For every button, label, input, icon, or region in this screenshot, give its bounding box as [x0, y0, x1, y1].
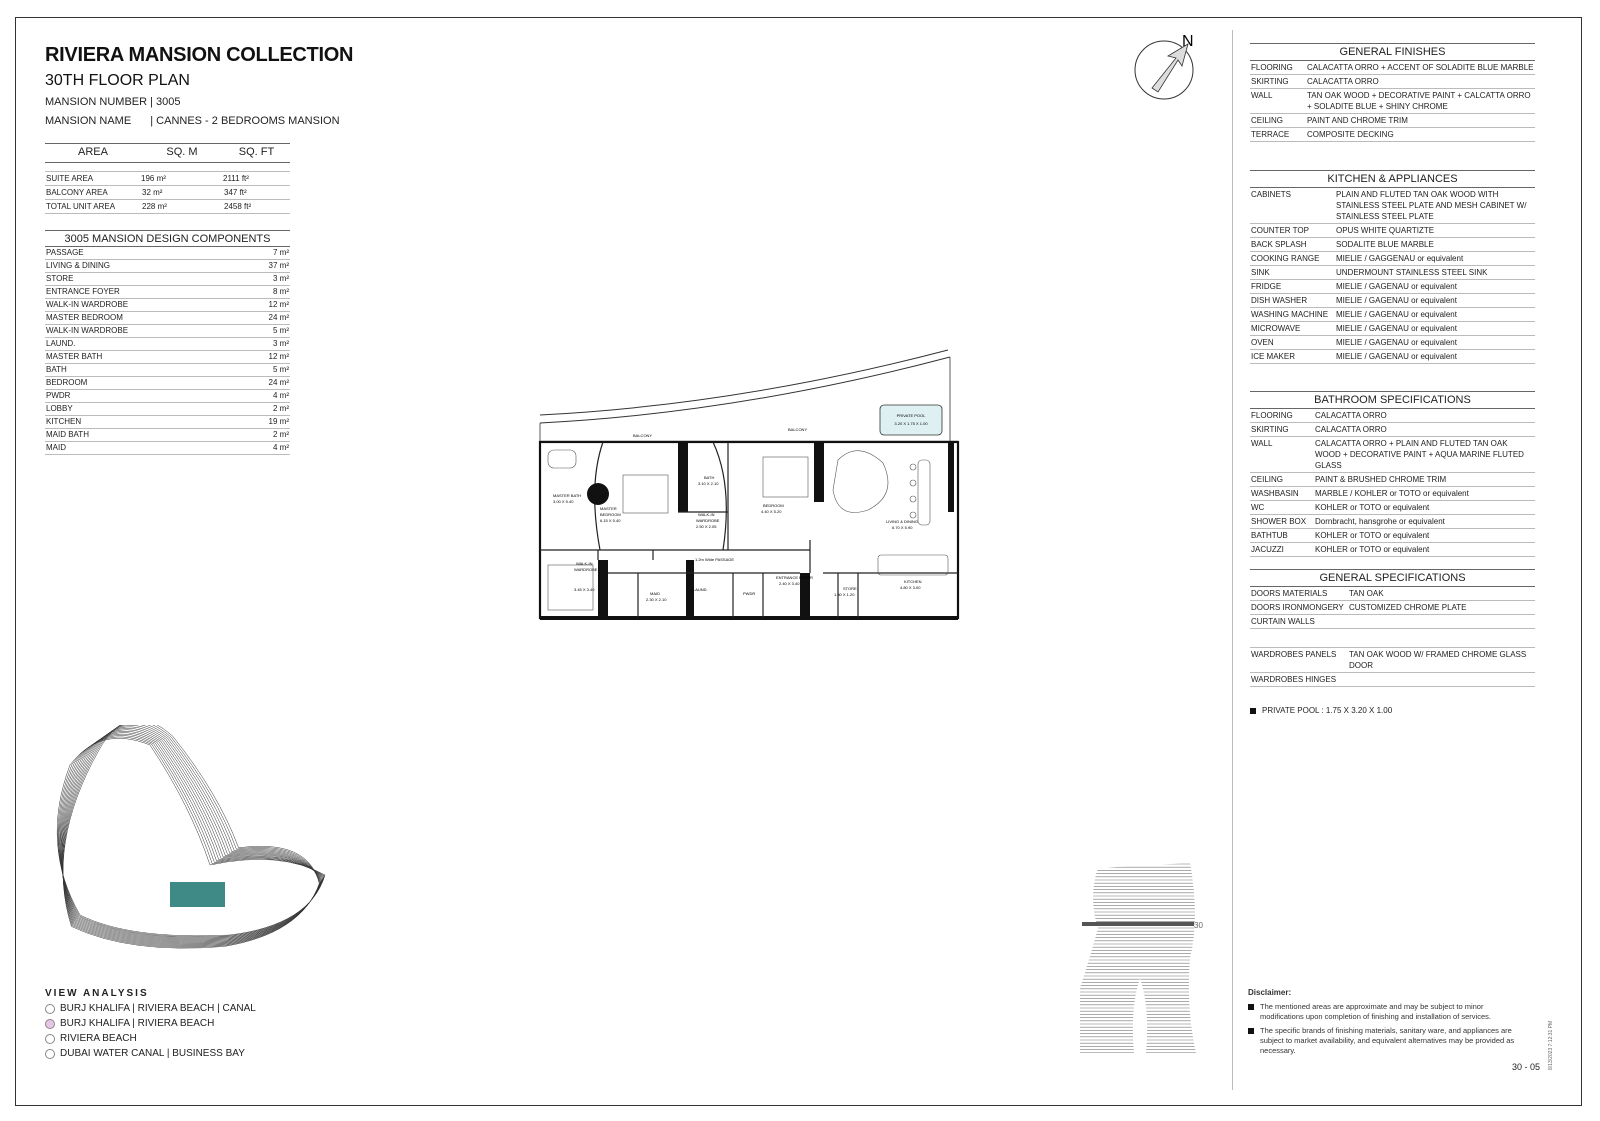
jacuzzi	[587, 483, 609, 505]
area-sqft: 2111 ft²	[223, 172, 290, 186]
section-title: GENERAL SPECIFICATIONS	[1250, 569, 1535, 587]
balcony-label: BALCONY	[788, 427, 808, 432]
component-value: 19 m²	[268, 417, 289, 426]
spec-key: WALL	[1251, 439, 1273, 448]
spec-value: MIELIE / GAGENAU or equivalent	[1336, 324, 1457, 333]
spec-key: MICROWAVE	[1251, 324, 1301, 333]
spec-key: CABINETS	[1251, 190, 1292, 199]
pool-note-text: PRIVATE POOL : 1.75 X 3.20 X 1.00	[1262, 706, 1393, 715]
component-row	[45, 351, 290, 364]
component-value: 5 m²	[273, 365, 289, 374]
site-contour	[60, 731, 322, 940]
mansion-name	[45, 115, 340, 127]
spec-key: ICE MAKER	[1251, 352, 1296, 361]
private-pool	[880, 405, 942, 435]
mansion-name-value: | CANNES - 2 BEDROOMS MANSION	[150, 115, 340, 127]
legend-dot	[45, 1034, 55, 1044]
spec-value: CALACATTA ORRO	[1307, 77, 1379, 86]
spec-row	[1250, 409, 1535, 423]
view-option	[45, 1048, 245, 1059]
room-dim: 6.70 X 5.90	[892, 525, 913, 530]
spec-value: CALACATTA ORRO	[1315, 411, 1387, 420]
spec-key: WARDROBES PANELS	[1251, 650, 1337, 659]
north-label: N	[1182, 33, 1194, 50]
view-label: DUBAI WATER CANAL | BUSINESS BAY	[60, 1048, 245, 1059]
room-label: BATH	[704, 475, 715, 480]
spec-row	[1250, 473, 1535, 487]
components-title: 3005 MANSION DESIGN COMPONENTS	[45, 230, 290, 245]
bullet-icon	[1250, 708, 1256, 714]
component-label: KITCHEN	[46, 417, 82, 426]
component-label: MASTER BEDROOM	[46, 313, 123, 322]
kitchen-section	[1250, 170, 1535, 364]
table-row	[45, 172, 290, 186]
area-table	[45, 143, 290, 214]
component-value: 3 m²	[273, 339, 289, 348]
spec-value	[1349, 674, 1534, 685]
components-list	[45, 246, 290, 455]
spec-row	[1250, 648, 1535, 673]
room-label: MASTER BATH	[553, 493, 582, 498]
bullet-icon	[1248, 1028, 1254, 1034]
spec-key: FRIDGE	[1251, 282, 1282, 291]
spec-value: MIELIE / GAGENAU or equivalent	[1336, 338, 1457, 347]
spec-value: KOHLER or TOTO or equivalent	[1315, 531, 1430, 540]
component-label: PWDR	[46, 391, 71, 400]
room-label: WALK-IN	[576, 561, 593, 566]
view-analysis-title: VIEW ANALYSIS	[45, 988, 149, 999]
component-value: 12 m²	[268, 352, 289, 361]
component-label: MAID BATH	[46, 430, 89, 439]
spec-key: WASHBASIN	[1251, 489, 1299, 498]
spec-value: MARBLE / KOHLER or TOTO or equivalent	[1315, 489, 1469, 498]
component-row	[45, 260, 290, 273]
spec-row	[1250, 224, 1535, 238]
component-row	[45, 273, 290, 286]
component-label: WALK-IN WARDROBE	[46, 300, 129, 309]
site-contour	[60, 733, 323, 940]
spec-key: SHOWER BOX	[1251, 517, 1307, 526]
spec-row	[1250, 280, 1535, 294]
spec-key: CEILING	[1251, 116, 1284, 125]
spec-key: BACK SPLASH	[1251, 240, 1307, 249]
spec-key: SKIRTING	[1251, 77, 1289, 86]
component-label: LIVING & DINING	[46, 261, 111, 270]
component-label: STORE	[46, 274, 74, 283]
spec-key: CURTAIN WALLS	[1251, 617, 1315, 626]
pool-note	[1250, 706, 1392, 715]
room-dim: 1.80 X 1.20	[834, 592, 855, 597]
spec-value: KOHLER or TOTO or equivalent	[1315, 545, 1430, 554]
component-value: 37 m²	[268, 261, 289, 270]
site-contour	[63, 725, 319, 948]
spec-key: DOORS MATERIALS	[1251, 589, 1328, 598]
spec-key: COUNTER TOP	[1251, 226, 1309, 235]
view-label: BURJ KHALIFA | RIVIERA BEACH	[60, 1018, 215, 1029]
room-label: BEDROOM	[763, 503, 784, 508]
spec-key: JACUZZI	[1251, 545, 1284, 554]
spec-value: MIELIE / GAGGENAU or equivalent	[1336, 254, 1464, 263]
area-label: TOTAL UNIT AREA	[45, 200, 141, 214]
spec-row	[1250, 75, 1535, 89]
unit-highlight	[170, 882, 225, 907]
component-row	[45, 442, 290, 455]
room-dim: 3.10 X 2.10	[698, 481, 719, 486]
spec-key: FLOORING	[1251, 63, 1293, 72]
room-label: WALK-IN	[698, 512, 715, 517]
spec-value: TAN OAK	[1349, 589, 1384, 598]
component-value: 5 m²	[273, 326, 289, 335]
spec-row	[1250, 515, 1535, 529]
room-dim: 2.50 X 2.05	[696, 524, 717, 529]
spec-value: TAN OAK WOOD W/ FRAMED CHROME GLASS DOOR	[1349, 650, 1527, 670]
component-label: WALK-IN WARDROBE	[46, 326, 129, 335]
view-option	[45, 1003, 256, 1014]
spec-row	[1250, 529, 1535, 543]
spec-value: COMPOSITE DECKING	[1307, 130, 1394, 139]
pool-label: PRIVATE POOL	[896, 413, 926, 418]
disclaimer-text: The specific brands of finishing materials, sanitary ware, and appliances are subject to market availability, and equivalent alternatives may be provided as necessary.	[1260, 1026, 1515, 1055]
site-contour	[63, 725, 320, 946]
site-contour	[62, 725, 321, 944]
spec-row	[1250, 587, 1535, 601]
project-title: RIVIERA MANSION COLLECTION	[45, 44, 354, 66]
room-label: LAUND.	[693, 587, 708, 592]
component-row	[45, 325, 290, 338]
component-value: 4 m²	[273, 443, 289, 452]
disclaimer-title: Disclaimer:	[1248, 988, 1292, 997]
spec-row	[1250, 423, 1535, 437]
component-row	[45, 338, 290, 351]
floor-plan	[538, 345, 963, 625]
spec-key: CEILING	[1251, 475, 1284, 484]
page-number: 30 - 05	[1512, 1062, 1541, 1072]
disclaimer-text: The mentioned areas are approximate and may be subject to minor modifications upon completion of finishing and installation of services.	[1260, 1002, 1491, 1021]
spec-row	[1250, 635, 1535, 648]
north-arrow-icon	[1132, 30, 1202, 102]
spec-row	[1250, 350, 1535, 364]
spec-row	[1250, 543, 1535, 557]
component-value: 4 m²	[273, 391, 289, 400]
spec-key	[1251, 636, 1349, 646]
area-sqm: 196 m²	[141, 172, 223, 186]
room-label: KITCHEN	[904, 579, 922, 584]
spec-row	[1250, 294, 1535, 308]
spec-row	[1250, 238, 1535, 252]
room-dim: 2.30 X 2.10	[646, 597, 667, 602]
component-label: LOBBY	[46, 404, 73, 413]
spec-key: FLOORING	[1251, 411, 1293, 420]
area-sqm: 228 m²	[141, 200, 223, 214]
area-sqft: 2458 ft²	[223, 200, 290, 214]
spec-value	[1349, 636, 1534, 646]
mansion-name-label: MANSION NAME	[45, 115, 132, 127]
component-value: 8 m²	[273, 287, 289, 296]
room-dim: 3.45 X 3.40	[574, 587, 595, 592]
room-dim: 6.15 X 5.40	[600, 518, 621, 523]
component-label: LAUND.	[46, 339, 76, 348]
spec-key: DISH WASHER	[1251, 296, 1308, 305]
component-value: 2 m²	[273, 430, 289, 439]
bullet-icon	[1248, 1004, 1254, 1010]
table-row	[45, 186, 290, 200]
component-row	[45, 312, 290, 325]
spec-value: TAN OAK WOOD + DECORATIVE PAINT + CALCATTA ORRO + SOLADITE BLUE + SHINY CHROME	[1307, 91, 1531, 111]
floor-marker: 30	[1194, 921, 1203, 930]
room-dim: 4.80 X 3.00	[900, 585, 921, 590]
spec-row	[1250, 437, 1535, 473]
component-value: 3 m²	[273, 274, 289, 283]
spec-row	[1250, 673, 1535, 687]
spec-row	[1250, 128, 1535, 142]
component-label: ENTRANCE FOYER	[46, 287, 120, 296]
legend-dot	[45, 1004, 55, 1014]
spec-value: CALACATTA ORRO + PLAIN AND FLUTED TAN OAK WOOD + DECORATIVE PAINT + AQUA MARINE FLUTED GLASS	[1315, 439, 1524, 470]
sqft-header: SQ. FT	[223, 144, 290, 163]
component-value: 24 m²	[268, 313, 289, 322]
section-title: KITCHEN & APPLIANCES	[1250, 170, 1535, 188]
general-finishes-section	[1250, 43, 1535, 142]
spec-row	[1250, 308, 1535, 322]
spec-value: SODALITE BLUE MARBLE	[1336, 240, 1434, 249]
site-contour	[61, 728, 322, 942]
spec-value: OPUS WHITE QUARTIZTE	[1336, 226, 1435, 235]
spec-row	[1250, 501, 1535, 515]
spec-value: CALACATTA ORRO + ACCENT OF SOLADITE BLUE MARBLE	[1307, 63, 1534, 72]
spec-value: PAINT & BRUSHED CHROME TRIM	[1315, 475, 1447, 484]
spec-value: MIELIE / GAGENAU or equivalent	[1336, 296, 1457, 305]
view-label: RIVIERA BEACH	[60, 1033, 137, 1044]
room-label: ENTRANCE FOYER	[776, 575, 813, 580]
component-label: MASTER BATH	[46, 352, 103, 361]
component-row	[45, 377, 290, 390]
balcony-label: BALCONY	[633, 433, 653, 438]
component-row	[45, 286, 290, 299]
spec-value: Dornbracht, hansgrohe or equivalent	[1315, 517, 1445, 526]
mansion-number: MANSION NUMBER | 3005	[45, 96, 181, 108]
spec-row	[1250, 61, 1535, 75]
spec-key: SINK	[1251, 268, 1270, 277]
column-divider	[1232, 30, 1233, 1090]
component-row	[45, 246, 290, 260]
spec-row	[1250, 322, 1535, 336]
component-row	[45, 416, 290, 429]
spec-value: MIELIE / GAGENAU or equivalent	[1336, 282, 1457, 291]
spec-row	[1250, 114, 1535, 128]
spec-key: COOKING RANGE	[1251, 254, 1320, 263]
area-sqm: 32 m²	[141, 186, 223, 200]
site-contour	[62, 725, 320, 945]
spec-key: TERRACE	[1251, 130, 1290, 139]
spec-key: WALL	[1251, 91, 1273, 100]
spec-value: UNDERMOUNT STAINLESS STEEL SINK	[1336, 268, 1488, 277]
spec-key: WASHING MACHINE	[1251, 310, 1329, 319]
room-label: STORE	[843, 586, 857, 591]
legend-dot	[45, 1049, 55, 1059]
spec-value	[1349, 616, 1534, 627]
component-label: BATH	[46, 365, 67, 374]
room-dim: 2.40 X 3.40	[779, 581, 800, 586]
spec-row	[1250, 615, 1535, 629]
floor-plan-title: 30TH FLOOR PLAN	[45, 72, 190, 89]
view-option	[45, 1033, 137, 1044]
room-label: 1.2m Wide PASSAGE	[695, 557, 735, 562]
bathroom-section	[1250, 391, 1535, 557]
room-label: WARDROBE	[696, 518, 720, 523]
sqm-header: SQ. M	[141, 144, 223, 163]
room-label: WARDROBE	[574, 567, 598, 572]
disclaimer	[1248, 988, 1523, 1060]
component-label: MAID	[46, 443, 66, 452]
room-dim: 3.00 X 5.40	[553, 499, 574, 504]
room-dim: 4.40 X 5.20	[761, 509, 782, 514]
site-contour	[59, 736, 324, 938]
room-label: BEDROOM	[600, 512, 621, 517]
area-sqft: 347 ft²	[223, 186, 290, 200]
tower-elevation	[1078, 858, 1208, 1058]
spec-key: BATHTUB	[1251, 531, 1288, 540]
area-label: BALCONY AREA	[45, 186, 141, 200]
section-title: BATHROOM SPECIFICATIONS	[1250, 391, 1535, 409]
spec-row	[1250, 487, 1535, 501]
general-specs-section	[1250, 569, 1535, 687]
view-label: BURJ KHALIFA | RIVIERA BEACH | CANAL	[60, 1003, 256, 1014]
component-value: 12 m²	[268, 300, 289, 309]
spec-row	[1250, 601, 1535, 615]
spec-key: WARDROBES HINGES	[1251, 675, 1337, 684]
spec-value: PAINT AND CHROME TRIM	[1307, 116, 1408, 125]
spec-row	[1250, 89, 1535, 114]
component-value: 2 m²	[273, 404, 289, 413]
section-title: GENERAL FINISHES	[1250, 43, 1535, 61]
spec-value: KOHLER or TOTO or equivalent	[1315, 503, 1430, 512]
component-row	[45, 299, 290, 312]
spec-key: DOORS IRONMONGERY	[1251, 603, 1344, 612]
spec-value: MIELIE / GAGENAU or equivalent	[1336, 310, 1457, 319]
component-label: PASSAGE	[46, 248, 84, 257]
spec-value: MIELIE / GAGENAU or equivalent	[1336, 352, 1457, 361]
component-label: BEDROOM	[46, 378, 88, 387]
room-label: MASTER	[600, 506, 617, 511]
spec-value: PLAIN AND FLUTED TAN OAK WOOD WITH STAINLESS STEEL PLATE AND MESH CABINET W/ STAINLESS STEEL PLATE	[1336, 190, 1527, 221]
component-value: 24 m²	[268, 378, 289, 387]
room-label: PWDR	[743, 591, 756, 596]
spec-row	[1250, 336, 1535, 350]
view-option	[45, 1018, 214, 1029]
component-row	[45, 390, 290, 403]
site-plan	[40, 725, 340, 965]
print-stamp: 8/13/2023 7:12:31 PM	[1548, 1020, 1554, 1070]
component-row	[45, 364, 290, 377]
spec-key: OVEN	[1251, 338, 1274, 347]
component-row	[45, 429, 290, 442]
spec-key: WC	[1251, 503, 1265, 512]
room-label: LIVING & DINING	[886, 519, 919, 524]
legend-dot	[45, 1019, 55, 1029]
area-label: SUITE AREA	[45, 172, 141, 186]
component-value: 7 m²	[273, 248, 289, 257]
pool-dim: 3.20 X 1.75 X 1.00	[894, 421, 928, 426]
component-row	[45, 403, 290, 416]
area-header: AREA	[45, 144, 141, 163]
spec-value: CUSTOMIZED CHROME PLATE	[1349, 603, 1467, 612]
spec-row	[1250, 252, 1535, 266]
site-contour	[63, 725, 320, 947]
spec-row	[1250, 188, 1535, 224]
spec-value: CALACATTA ORRO	[1315, 425, 1387, 434]
spec-row	[1250, 266, 1535, 280]
spec-key: SKIRTING	[1251, 425, 1289, 434]
table-row	[45, 200, 290, 214]
room-label: MAID	[650, 591, 660, 596]
site-contour	[62, 727, 322, 944]
